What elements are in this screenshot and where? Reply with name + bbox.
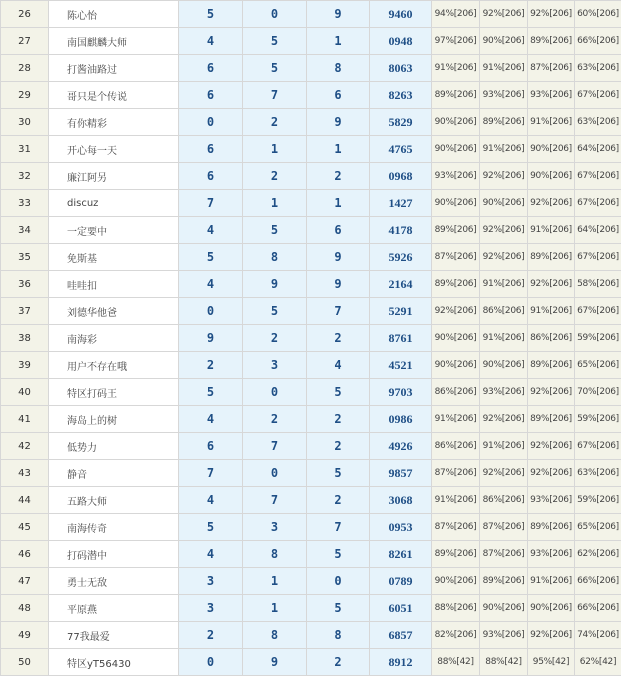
table-row: [1, 1, 621, 28]
rate-1-cell: 91%[206]: [432, 487, 480, 514]
digit-2-cell: 3: [243, 352, 307, 379]
rate-4-cell: 62%[206]: [575, 541, 621, 568]
digit-3-cell: 1: [307, 136, 370, 163]
table-row: [1, 325, 621, 352]
digit-3-cell: 6: [307, 82, 370, 109]
rate-3-cell: 89%[206]: [528, 514, 575, 541]
rate-1-cell: 90%[206]: [432, 136, 480, 163]
rate-1-cell: 89%[206]: [432, 82, 480, 109]
digit-3-cell: 0: [307, 568, 370, 595]
rank-cell: 47: [1, 568, 49, 595]
rate-1-cell: 90%[206]: [432, 325, 480, 352]
rate-2-cell: 89%[206]: [480, 568, 528, 595]
digit-1-cell: 4: [179, 28, 243, 55]
rank-cell: 49: [1, 622, 49, 649]
digit-3-cell: 9: [307, 109, 370, 136]
rate-1-cell: 89%[206]: [432, 217, 480, 244]
rank-cell: 50: [1, 649, 49, 676]
rate-3-cell: 89%[206]: [528, 28, 575, 55]
digit-3-cell: 9: [307, 244, 370, 271]
rate-3-cell: 92%[206]: [528, 379, 575, 406]
digit-2-cell: 7: [243, 82, 307, 109]
rate-4-cell: 60%[206]: [575, 1, 621, 28]
table-row: [1, 271, 621, 298]
digit-3-cell: 9: [307, 271, 370, 298]
digit-1-cell: 2: [179, 622, 243, 649]
rate-4-cell: 63%[206]: [575, 109, 621, 136]
rate-4-cell: 59%[206]: [575, 487, 621, 514]
rate-1-cell: 86%[206]: [432, 433, 480, 460]
rate-3-cell: 87%[206]: [528, 55, 575, 82]
table-row: [1, 28, 621, 55]
rank-cell: 34: [1, 217, 49, 244]
code-cell: 5829: [370, 109, 432, 136]
rate-1-cell: 90%[206]: [432, 352, 480, 379]
name-cell: 平原燕: [49, 595, 179, 622]
table-row: [1, 352, 621, 379]
digit-3-cell: 5: [307, 541, 370, 568]
name-cell: 哇哇扣: [49, 271, 179, 298]
code-cell: 5291: [370, 298, 432, 325]
digit-2-cell: 2: [243, 406, 307, 433]
digit-2-cell: 9: [243, 271, 307, 298]
digit-1-cell: 6: [179, 433, 243, 460]
digit-3-cell: 2: [307, 325, 370, 352]
table-row: [1, 55, 621, 82]
code-cell: 4521: [370, 352, 432, 379]
code-cell: 4765: [370, 136, 432, 163]
name-cell: 77我最爱: [49, 622, 179, 649]
name-cell: 特区yT56430: [49, 649, 179, 676]
name-cell: 有你精彩: [49, 109, 179, 136]
rate-2-cell: 93%[206]: [480, 82, 528, 109]
rank-cell: 30: [1, 109, 49, 136]
digit-2-cell: 0: [243, 1, 307, 28]
digit-1-cell: 6: [179, 82, 243, 109]
digit-2-cell: 1: [243, 190, 307, 217]
code-cell: 8263: [370, 82, 432, 109]
digit-1-cell: 7: [179, 190, 243, 217]
table-row: [1, 190, 621, 217]
rate-3-cell: 91%[206]: [528, 568, 575, 595]
rate-3-cell: 93%[206]: [528, 82, 575, 109]
rate-3-cell: 91%[206]: [528, 298, 575, 325]
rate-3-cell: 92%[206]: [528, 271, 575, 298]
rate-2-cell: 92%[206]: [480, 163, 528, 190]
rate-3-cell: 92%[206]: [528, 622, 575, 649]
rate-4-cell: 66%[206]: [575, 568, 621, 595]
rate-2-cell: 91%[206]: [480, 433, 528, 460]
table-row: [1, 217, 621, 244]
rate-2-cell: 87%[206]: [480, 541, 528, 568]
rate-2-cell: 93%[206]: [480, 622, 528, 649]
table-row: [1, 649, 621, 676]
digit-1-cell: 4: [179, 541, 243, 568]
rate-3-cell: 90%[206]: [528, 136, 575, 163]
digit-3-cell: 8: [307, 55, 370, 82]
rate-3-cell: 92%[206]: [528, 190, 575, 217]
rank-cell: 41: [1, 406, 49, 433]
rank-cell: 29: [1, 82, 49, 109]
digit-1-cell: 6: [179, 136, 243, 163]
table-row: [1, 298, 621, 325]
rate-3-cell: 91%[206]: [528, 217, 575, 244]
rate-4-cell: 59%[206]: [575, 406, 621, 433]
name-cell: 哥只是个传说: [49, 82, 179, 109]
rate-1-cell: 97%[206]: [432, 28, 480, 55]
rate-2-cell: 87%[206]: [480, 514, 528, 541]
rate-3-cell: 89%[206]: [528, 244, 575, 271]
name-cell: 一定要中: [49, 217, 179, 244]
name-cell: 开心每一天: [49, 136, 179, 163]
digit-1-cell: 4: [179, 217, 243, 244]
rate-1-cell: 91%[206]: [432, 55, 480, 82]
rate-2-cell: 92%[206]: [480, 244, 528, 271]
table-row: [1, 568, 621, 595]
rate-1-cell: 90%[206]: [432, 190, 480, 217]
digit-1-cell: 6: [179, 163, 243, 190]
digit-2-cell: 7: [243, 487, 307, 514]
rate-2-cell: 92%[206]: [480, 217, 528, 244]
table-row: [1, 595, 621, 622]
table-row: [1, 406, 621, 433]
digit-1-cell: 0: [179, 649, 243, 676]
rate-3-cell: 92%[206]: [528, 460, 575, 487]
rate-3-cell: 90%[206]: [528, 163, 575, 190]
rate-2-cell: 91%[206]: [480, 271, 528, 298]
table-row: [1, 622, 621, 649]
code-cell: 4178: [370, 217, 432, 244]
digit-2-cell: 0: [243, 460, 307, 487]
name-cell: 廉江阿另: [49, 163, 179, 190]
digit-3-cell: 2: [307, 406, 370, 433]
rate-3-cell: 92%[206]: [528, 1, 575, 28]
digit-2-cell: 8: [243, 622, 307, 649]
digit-1-cell: 0: [179, 298, 243, 325]
rate-2-cell: 90%[206]: [480, 352, 528, 379]
digit-1-cell: 7: [179, 460, 243, 487]
rate-4-cell: 64%[206]: [575, 217, 621, 244]
rate-3-cell: 89%[206]: [528, 406, 575, 433]
code-cell: 0986: [370, 406, 432, 433]
code-cell: 2164: [370, 271, 432, 298]
rank-cell: 43: [1, 460, 49, 487]
name-cell: 五路大师: [49, 487, 179, 514]
digit-1-cell: 5: [179, 1, 243, 28]
code-cell: 8761: [370, 325, 432, 352]
rank-cell: 42: [1, 433, 49, 460]
rate-1-cell: 87%[206]: [432, 244, 480, 271]
rate-4-cell: 67%[206]: [575, 298, 621, 325]
digit-3-cell: 2: [307, 487, 370, 514]
digit-3-cell: 2: [307, 163, 370, 190]
digit-2-cell: 1: [243, 568, 307, 595]
name-cell: 勇士无敌: [49, 568, 179, 595]
name-cell: 南海传奇: [49, 514, 179, 541]
digit-2-cell: 2: [243, 109, 307, 136]
rate-4-cell: 59%[206]: [575, 325, 621, 352]
digit-2-cell: 8: [243, 541, 307, 568]
code-cell: 5926: [370, 244, 432, 271]
digit-3-cell: 1: [307, 28, 370, 55]
digit-2-cell: 7: [243, 433, 307, 460]
name-cell: 免斯基: [49, 244, 179, 271]
rate-2-cell: 86%[206]: [480, 487, 528, 514]
rate-1-cell: 82%[206]: [432, 622, 480, 649]
code-cell: 8063: [370, 55, 432, 82]
rate-3-cell: 89%[206]: [528, 352, 575, 379]
name-cell: 打酱油路过: [49, 55, 179, 82]
rate-4-cell: 65%[206]: [575, 514, 621, 541]
digit-3-cell: 4: [307, 352, 370, 379]
rank-cell: 27: [1, 28, 49, 55]
digit-3-cell: 8: [307, 622, 370, 649]
rate-1-cell: 88%[206]: [432, 595, 480, 622]
digit-3-cell: 5: [307, 379, 370, 406]
rate-2-cell: 91%[206]: [480, 55, 528, 82]
rate-1-cell: 90%[206]: [432, 568, 480, 595]
digit-2-cell: 0: [243, 379, 307, 406]
rate-4-cell: 67%[206]: [575, 82, 621, 109]
digit-2-cell: 5: [243, 28, 307, 55]
name-cell: 低势力: [49, 433, 179, 460]
rate-1-cell: 92%[206]: [432, 298, 480, 325]
name-cell: 打码潜中: [49, 541, 179, 568]
table-row: [1, 82, 621, 109]
digit-2-cell: 9: [243, 649, 307, 676]
digit-1-cell: 3: [179, 595, 243, 622]
rate-2-cell: 92%[206]: [480, 406, 528, 433]
digit-3-cell: 7: [307, 514, 370, 541]
rate-1-cell: 93%[206]: [432, 163, 480, 190]
name-cell: 刘德华他爸: [49, 298, 179, 325]
rate-4-cell: 63%[206]: [575, 55, 621, 82]
digit-2-cell: 1: [243, 595, 307, 622]
digit-3-cell: 6: [307, 217, 370, 244]
rate-2-cell: 89%[206]: [480, 109, 528, 136]
code-cell: 6051: [370, 595, 432, 622]
rate-2-cell: 88%[42]: [480, 649, 528, 676]
table-row: [1, 379, 621, 406]
digit-2-cell: 5: [243, 55, 307, 82]
digit-2-cell: 5: [243, 298, 307, 325]
rank-cell: 36: [1, 271, 49, 298]
rate-1-cell: 94%[206]: [432, 1, 480, 28]
digit-1-cell: 4: [179, 271, 243, 298]
table-row: [1, 541, 621, 568]
rate-1-cell: 87%[206]: [432, 514, 480, 541]
name-cell: 特区打码王: [49, 379, 179, 406]
name-cell: 南海彩: [49, 325, 179, 352]
rate-3-cell: 86%[206]: [528, 325, 575, 352]
rate-1-cell: 90%[206]: [432, 109, 480, 136]
rate-4-cell: 65%[206]: [575, 352, 621, 379]
rank-cell: 38: [1, 325, 49, 352]
name-cell: 南国麒麟大师: [49, 28, 179, 55]
rate-4-cell: 64%[206]: [575, 136, 621, 163]
rate-2-cell: 91%[206]: [480, 136, 528, 163]
digit-1-cell: 5: [179, 379, 243, 406]
name-cell: 海岛上的树: [49, 406, 179, 433]
code-cell: 8261: [370, 541, 432, 568]
rate-4-cell: 66%[206]: [575, 595, 621, 622]
table-row: [1, 514, 621, 541]
name-cell: 用户不存在哦: [49, 352, 179, 379]
rate-1-cell: 89%[206]: [432, 271, 480, 298]
digit-3-cell: 9: [307, 1, 370, 28]
rate-3-cell: 95%[42]: [528, 649, 575, 676]
rank-cell: 31: [1, 136, 49, 163]
name-cell: 静音: [49, 460, 179, 487]
digit-2-cell: 2: [243, 325, 307, 352]
digit-2-cell: 3: [243, 514, 307, 541]
rate-2-cell: 92%[206]: [480, 1, 528, 28]
code-cell: 3068: [370, 487, 432, 514]
rate-1-cell: 89%[206]: [432, 541, 480, 568]
rank-cell: 32: [1, 163, 49, 190]
rate-2-cell: 90%[206]: [480, 190, 528, 217]
digit-3-cell: 5: [307, 595, 370, 622]
rate-4-cell: 62%[42]: [575, 649, 621, 676]
rate-2-cell: 91%[206]: [480, 325, 528, 352]
digit-1-cell: 5: [179, 514, 243, 541]
code-cell: 9460: [370, 1, 432, 28]
rate-1-cell: 88%[42]: [432, 649, 480, 676]
table-body: [1, 1, 621, 676]
table-row: [1, 109, 621, 136]
table-row: [1, 487, 621, 514]
table-row: [1, 244, 621, 271]
rank-cell: 40: [1, 379, 49, 406]
rank-cell: 35: [1, 244, 49, 271]
rate-1-cell: 87%[206]: [432, 460, 480, 487]
rank-cell: 44: [1, 487, 49, 514]
digit-3-cell: 1: [307, 190, 370, 217]
code-cell: 0789: [370, 568, 432, 595]
rate-2-cell: 90%[206]: [480, 595, 528, 622]
digit-1-cell: 2: [179, 352, 243, 379]
digit-3-cell: 2: [307, 649, 370, 676]
digit-1-cell: 4: [179, 487, 243, 514]
digit-1-cell: 6: [179, 55, 243, 82]
digit-1-cell: 9: [179, 325, 243, 352]
digit-1-cell: 3: [179, 568, 243, 595]
rate-4-cell: 58%[206]: [575, 271, 621, 298]
rate-4-cell: 66%[206]: [575, 28, 621, 55]
code-cell: 4926: [370, 433, 432, 460]
rank-cell: 33: [1, 190, 49, 217]
name-cell: discuz: [49, 190, 179, 217]
code-cell: 9857: [370, 460, 432, 487]
rate-4-cell: 70%[206]: [575, 379, 621, 406]
table-row: [1, 136, 621, 163]
rate-4-cell: 67%[206]: [575, 190, 621, 217]
rate-3-cell: 90%[206]: [528, 595, 575, 622]
rate-4-cell: 74%[206]: [575, 622, 621, 649]
rate-4-cell: 67%[206]: [575, 433, 621, 460]
digit-1-cell: 5: [179, 244, 243, 271]
digit-2-cell: 2: [243, 163, 307, 190]
rate-2-cell: 92%[206]: [480, 460, 528, 487]
rate-1-cell: 86%[206]: [432, 379, 480, 406]
rate-4-cell: 63%[206]: [575, 460, 621, 487]
rank-cell: 26: [1, 1, 49, 28]
rate-3-cell: 93%[206]: [528, 487, 575, 514]
rate-2-cell: 93%[206]: [480, 379, 528, 406]
rate-1-cell: 91%[206]: [432, 406, 480, 433]
rank-cell: 39: [1, 352, 49, 379]
code-cell: 6857: [370, 622, 432, 649]
code-cell: 8912: [370, 649, 432, 676]
code-cell: 0948: [370, 28, 432, 55]
digit-2-cell: 8: [243, 244, 307, 271]
rate-3-cell: 93%[206]: [528, 541, 575, 568]
name-cell: 陈心怡: [49, 1, 179, 28]
digit-3-cell: 7: [307, 298, 370, 325]
digit-1-cell: 0: [179, 109, 243, 136]
table-row: [1, 163, 621, 190]
digit-2-cell: 5: [243, 217, 307, 244]
rank-cell: 28: [1, 55, 49, 82]
rate-3-cell: 91%[206]: [528, 109, 575, 136]
code-cell: 0953: [370, 514, 432, 541]
digit-1-cell: 4: [179, 406, 243, 433]
rate-2-cell: 90%[206]: [480, 28, 528, 55]
digit-3-cell: 2: [307, 433, 370, 460]
code-cell: 9703: [370, 379, 432, 406]
rate-4-cell: 67%[206]: [575, 163, 621, 190]
table-row: [1, 460, 621, 487]
rate-3-cell: 92%[206]: [528, 433, 575, 460]
code-cell: 1427: [370, 190, 432, 217]
rate-4-cell: 67%[206]: [575, 244, 621, 271]
rank-cell: 48: [1, 595, 49, 622]
rank-cell: 45: [1, 514, 49, 541]
digit-2-cell: 1: [243, 136, 307, 163]
rank-cell: 37: [1, 298, 49, 325]
rate-2-cell: 86%[206]: [480, 298, 528, 325]
digit-3-cell: 5: [307, 460, 370, 487]
rank-cell: 46: [1, 541, 49, 568]
table-row: [1, 433, 621, 460]
code-cell: 0968: [370, 163, 432, 190]
